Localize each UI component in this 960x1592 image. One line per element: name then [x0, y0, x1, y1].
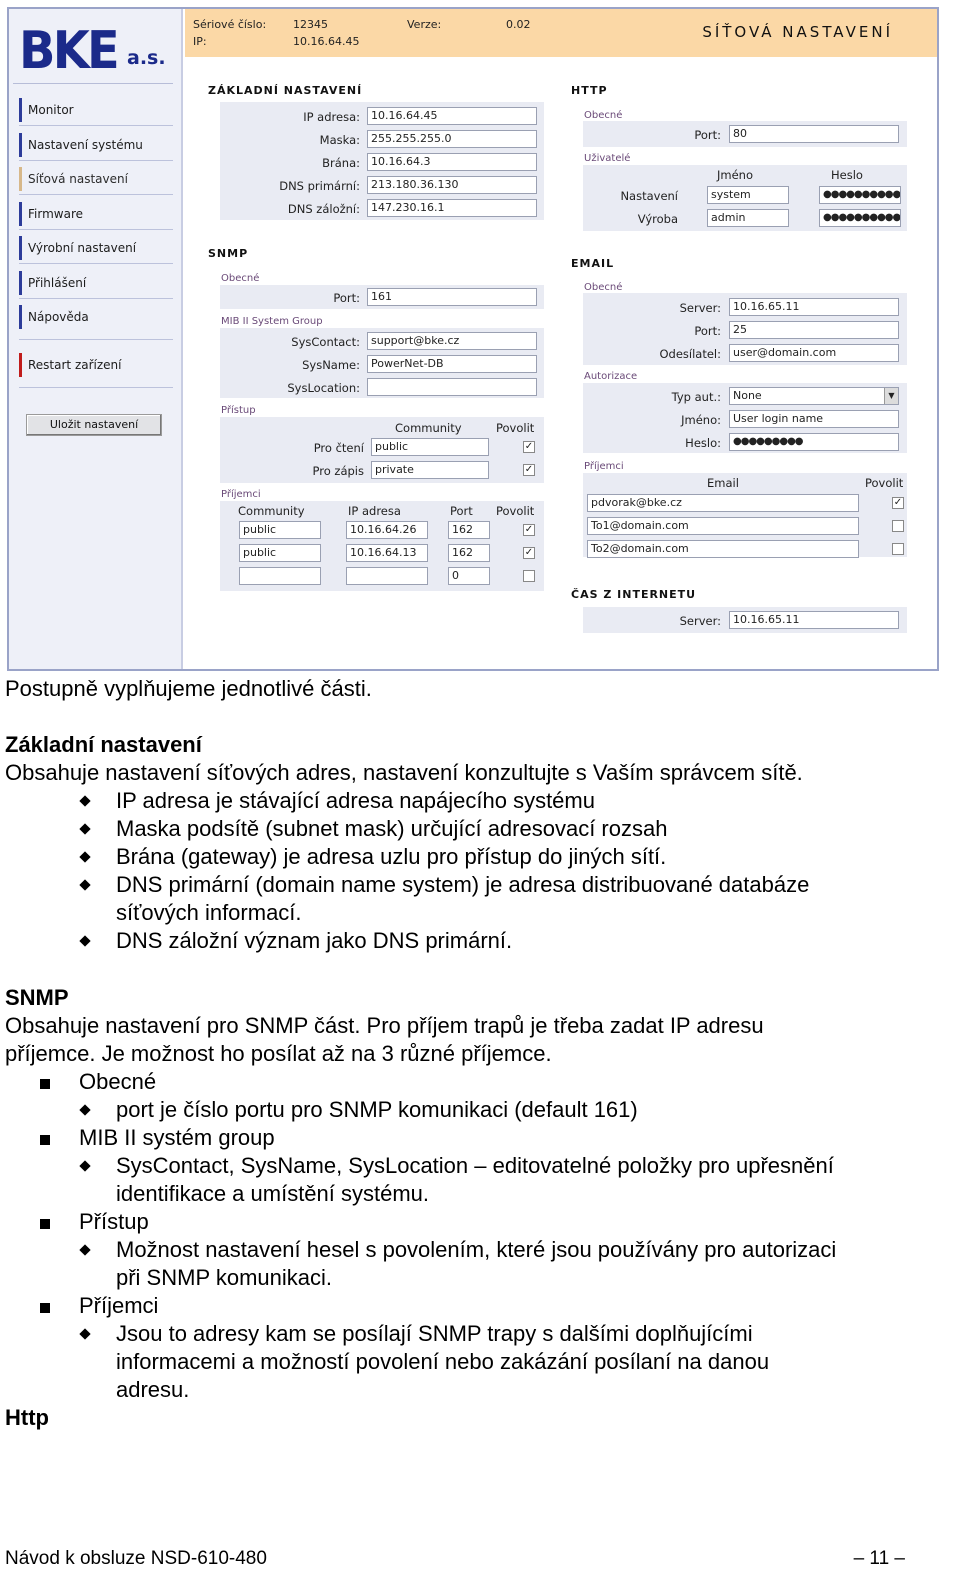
bullet-square-icon	[40, 1135, 50, 1145]
snmp-item-heading: MIB II systém group	[79, 1125, 275, 1150]
time-section-title: ČAS Z INTERNETU	[571, 588, 697, 601]
snmp-recipients-subtitle: Příjemci	[221, 489, 261, 500]
ip-address-label: IP adresa:	[303, 110, 360, 124]
snmp-item-bullet-continuation: adresu.	[116, 1377, 190, 1402]
dns-primary-label: DNS primární:	[279, 179, 360, 193]
footer-manual-title: Návod k obsluze NSD-610-480	[5, 1548, 267, 1569]
bullet-diamond-icon	[79, 1104, 90, 1115]
access-allow-header: Povolit	[496, 421, 535, 435]
sysname-field[interactable]: PowerNet-DB	[367, 355, 537, 373]
bullet-diamond-icon	[79, 879, 90, 890]
gateway-field[interactable]: 10.16.64.3	[367, 153, 537, 171]
version-label: Verze:	[407, 18, 442, 31]
logo-divider	[13, 83, 173, 84]
user-settings-label: Nastavení	[620, 189, 678, 203]
bke-logo	[19, 21, 169, 81]
snmp-item-bullet: SysContact, SysName, SysLocation – editovatelné položky pro upřesnění	[116, 1153, 834, 1178]
basic-section-title: ZÁKLADNÍ NASTAVENÍ	[208, 84, 363, 97]
users-password-header: Heslo	[831, 168, 863, 182]
nav-divider	[19, 125, 173, 126]
save-settings-button[interactable]: Uložit nastavení	[26, 414, 162, 436]
nav-system-settings[interactable]: Nastavení systému	[19, 133, 171, 157]
nav-help[interactable]: Nápověda	[19, 305, 171, 329]
write-allow-checkbox[interactable]: ✓	[524, 464, 534, 475]
snmp-item-bullet: port je číslo portu pro SNMP komunikaci (default 161)	[116, 1097, 638, 1122]
auth-password-field[interactable]: ●●●●●●●●●	[729, 433, 899, 451]
nav-divider	[19, 160, 173, 161]
user-settings-password-field[interactable]: ●●●●●●●●●●	[819, 186, 901, 204]
recipient-allow-checkbox[interactable]: ✓	[524, 524, 534, 535]
dns-primary-field[interactable]: 213.180.36.130	[367, 176, 537, 194]
snmp-mib-subtitle: MIB II System Group	[221, 316, 323, 327]
dns-secondary-label: DNS záložní:	[287, 202, 360, 216]
http-section-title: HTTP	[571, 84, 608, 97]
bullet-diamond-icon	[79, 935, 90, 946]
http-port-field[interactable]: 80	[729, 125, 899, 143]
nav-restart[interactable]: Restart zařízení	[19, 353, 171, 377]
recipient-email-checkbox[interactable]: ✓	[893, 497, 903, 508]
mask-field[interactable]: 255.255.255.0	[367, 130, 537, 148]
header-bar	[185, 9, 937, 57]
basic-bullet: DNS primární (domain name system) je adresa distribuované databáze	[116, 872, 810, 897]
bullet-square-icon	[40, 1303, 50, 1313]
snmp-item-heading: Obecné	[79, 1069, 157, 1094]
gateway-label: Brána:	[322, 156, 360, 170]
bullet-diamond-icon	[79, 823, 90, 834]
recipient-email-allow-header: Povolit	[865, 476, 904, 490]
auth-login-field[interactable]: User login name	[729, 410, 899, 428]
basic-bullet: Brána (gateway) je adresa uzlu pro přístup do jiných sítí.	[116, 844, 667, 869]
recipient-port-field[interactable]: 162	[448, 544, 490, 562]
nav-divider	[19, 229, 173, 230]
snmp-access-subtitle: Přístup	[221, 405, 256, 416]
serial-value: 12345	[293, 18, 328, 31]
bullet-square-icon	[40, 1079, 50, 1089]
user-production-password-field[interactable]: ●●●●●●●●●●	[819, 209, 901, 227]
settings-screenshot	[7, 7, 939, 671]
recipient-community-field[interactable]: public	[239, 521, 321, 539]
email-sender-field[interactable]: user@domain.com	[729, 344, 899, 362]
nav-divider	[19, 387, 173, 388]
ip-address-field[interactable]: 10.16.64.45	[367, 107, 537, 125]
read-allow-checkbox[interactable]: ✓	[524, 441, 534, 452]
basic-bullet-continuation: síťových informací.	[116, 900, 302, 925]
dns-secondary-field[interactable]: 147.230.16.1	[367, 199, 537, 217]
sysname-label: SysName:	[302, 358, 360, 372]
email-sender-label: Odesílatel:	[659, 347, 721, 361]
access-community-header: Community	[395, 421, 462, 435]
email-section-title: EMAIL	[571, 257, 615, 270]
bullet-square-icon	[40, 1219, 50, 1229]
write-community-label: Pro zápis	[312, 464, 364, 478]
syscontact-field[interactable]: support@bke.cz	[367, 332, 537, 350]
serial-label: Sériové číslo:	[193, 18, 267, 31]
basic-bullet: IP adresa je stávající adresa napájecího systému	[116, 788, 595, 813]
auth-type-select[interactable]	[729, 387, 899, 405]
nav-divider	[19, 339, 173, 340]
time-server-field[interactable]: 10.16.65.11	[729, 611, 899, 629]
bullet-diamond-icon	[79, 1160, 90, 1171]
basic-heading: Základní nastavení	[5, 732, 202, 757]
snmp-item-bullet-continuation: identifikace a umístění systému.	[116, 1181, 430, 1206]
user-production-label: Výroba	[637, 212, 678, 226]
recipient-ip-field[interactable]: 10.16.64.26	[346, 521, 428, 539]
nav-network-settings[interactable]: Síťová nastavení	[19, 167, 171, 191]
users-name-header: Jméno	[717, 168, 753, 182]
intro-paragraph: Postupně vyplňujeme jednotlivé části.	[5, 676, 372, 701]
snmp-heading: SNMP	[5, 985, 69, 1010]
snmp-item-bullet: Jsou to adresy kam se posílají SNMP trapy s dalšími doplňujícími	[116, 1321, 753, 1346]
recipient-allow-checkbox[interactable]: ✓	[524, 547, 534, 558]
snmp-port-field[interactable]: 161	[367, 288, 537, 306]
basic-bullet: Maska podsítě (subnet mask) určující adresovací rozsah	[116, 816, 668, 841]
recipient-ip-field[interactable]: 10.16.64.13	[346, 544, 428, 562]
email-port-label: Port:	[694, 324, 721, 338]
recipient-email-field[interactable]: pdvorak@bke.cz	[587, 494, 859, 512]
snmp-item-heading: Příjemci	[79, 1293, 159, 1318]
http-users-subtitle: Uživatelé	[584, 153, 631, 164]
recipient-port-field[interactable]: 0	[448, 567, 490, 585]
mask-label: Maska:	[319, 133, 360, 147]
email-server-label: Server:	[679, 301, 721, 315]
basic-bullet: DNS záložní význam jako DNS primární.	[116, 928, 513, 953]
read-community-label: Pro čtení	[313, 441, 364, 455]
http-port-label: Port:	[694, 128, 721, 142]
syslocation-label: SysLocation:	[287, 381, 360, 395]
logo-text: BKE	[19, 21, 117, 81]
recipient-email-field[interactable]: To1@domain.com	[587, 517, 859, 535]
nav-monitor[interactable]: Monitor	[19, 98, 171, 122]
recipient-allow-checkbox[interactable]	[523, 570, 535, 582]
snmp-paragraph-line2: příjemce. Je možnost ho posílat až na 3 různé příjemce.	[5, 1041, 552, 1066]
snmp-item-bullet: Možnost nastavení hesel s povolením, které jsou používány pro autorizaci	[116, 1237, 837, 1262]
nav-divider	[19, 263, 173, 264]
recipient-port-field[interactable]: 162	[448, 521, 490, 539]
nav-factory-settings[interactable]: Výrobní nastavení	[19, 236, 171, 260]
nav-divider	[19, 298, 173, 299]
sidebar	[9, 9, 183, 669]
ip-label: IP:	[193, 35, 207, 48]
http-general-subtitle: Obecné	[584, 110, 623, 121]
ip-value: 10.16.64.45	[293, 35, 360, 48]
email-auth-subtitle: Autorizace	[584, 371, 638, 382]
nav-login[interactable]: Přihlášení	[19, 271, 171, 295]
snmp-paragraph-line1: Obsahuje nastavení pro SNMP část. Pro příjem trapů je třeba zadat IP adresu	[5, 1013, 764, 1038]
email-recipients-subtitle: Příjemci	[584, 461, 624, 472]
time-server-label: Server:	[679, 614, 721, 628]
recipient-community-field[interactable]	[239, 567, 321, 585]
auth-type-value: None	[733, 389, 762, 402]
recipient-port-header: Port	[450, 504, 473, 518]
version-value: 0.02	[506, 18, 531, 31]
read-community-field[interactable]: public	[371, 438, 489, 456]
logo-suffix: a.s.	[127, 47, 166, 69]
email-general-subtitle: Obecné	[584, 282, 623, 293]
user-production-name-field[interactable]: admin	[707, 209, 789, 227]
recipient-email-checkbox[interactable]	[892, 520, 904, 532]
snmp-item-heading: Přístup	[79, 1209, 149, 1234]
recipient-email-header: Email	[707, 476, 739, 490]
recipient-community-field[interactable]: public	[239, 544, 321, 562]
footer-page-number: – 11 –	[853, 1548, 905, 1569]
auth-type-label: Typ aut.:	[671, 390, 721, 404]
snmp-item-bullet-continuation: při SNMP komunikaci.	[116, 1265, 332, 1290]
email-port-field[interactable]: 25	[729, 321, 899, 339]
page-title: SÍŤOVÁ NASTAVENÍ	[702, 23, 893, 41]
snmp-item-bullet-continuation: informacemi a možností povolení nebo zakázání posílaní na danou	[116, 1349, 770, 1374]
auth-login-label: Jméno:	[681, 413, 721, 427]
bullet-diamond-icon	[79, 1328, 90, 1339]
recipient-ip-header: IP adresa	[348, 504, 401, 518]
recipient-email-field[interactable]: To2@domain.com	[587, 540, 859, 558]
basic-paragraph: Obsahuje nastavení síťových adres, nastavení konzultujte s Vaším správcem sítě.	[5, 760, 803, 785]
snmp-section-title: SNMP	[208, 247, 249, 260]
syscontact-label: SysContact:	[291, 335, 360, 349]
recipient-community-header: Community	[238, 504, 305, 518]
bullet-diamond-icon	[79, 851, 90, 862]
nav-firmware[interactable]: Firmware	[19, 202, 171, 226]
user-settings-name-field[interactable]: system	[707, 186, 789, 204]
snmp-port-label: Port:	[333, 291, 360, 305]
auth-password-label: Heslo:	[685, 436, 721, 450]
recipient-ip-field[interactable]	[346, 567, 428, 585]
email-server-field[interactable]: 10.16.65.11	[729, 298, 899, 316]
chevron-down-icon[interactable]: ▼	[884, 388, 898, 404]
recipient-allow-header: Povolit	[496, 504, 535, 518]
bullet-diamond-icon	[79, 795, 90, 806]
syslocation-field[interactable]	[367, 378, 537, 396]
http-heading: Http	[5, 1405, 49, 1430]
write-community-field[interactable]: private	[371, 461, 489, 479]
nav-divider	[19, 194, 173, 195]
recipient-email-checkbox[interactable]	[892, 543, 904, 555]
bullet-diamond-icon	[79, 1244, 90, 1255]
snmp-general-subtitle: Obecné	[221, 273, 260, 284]
